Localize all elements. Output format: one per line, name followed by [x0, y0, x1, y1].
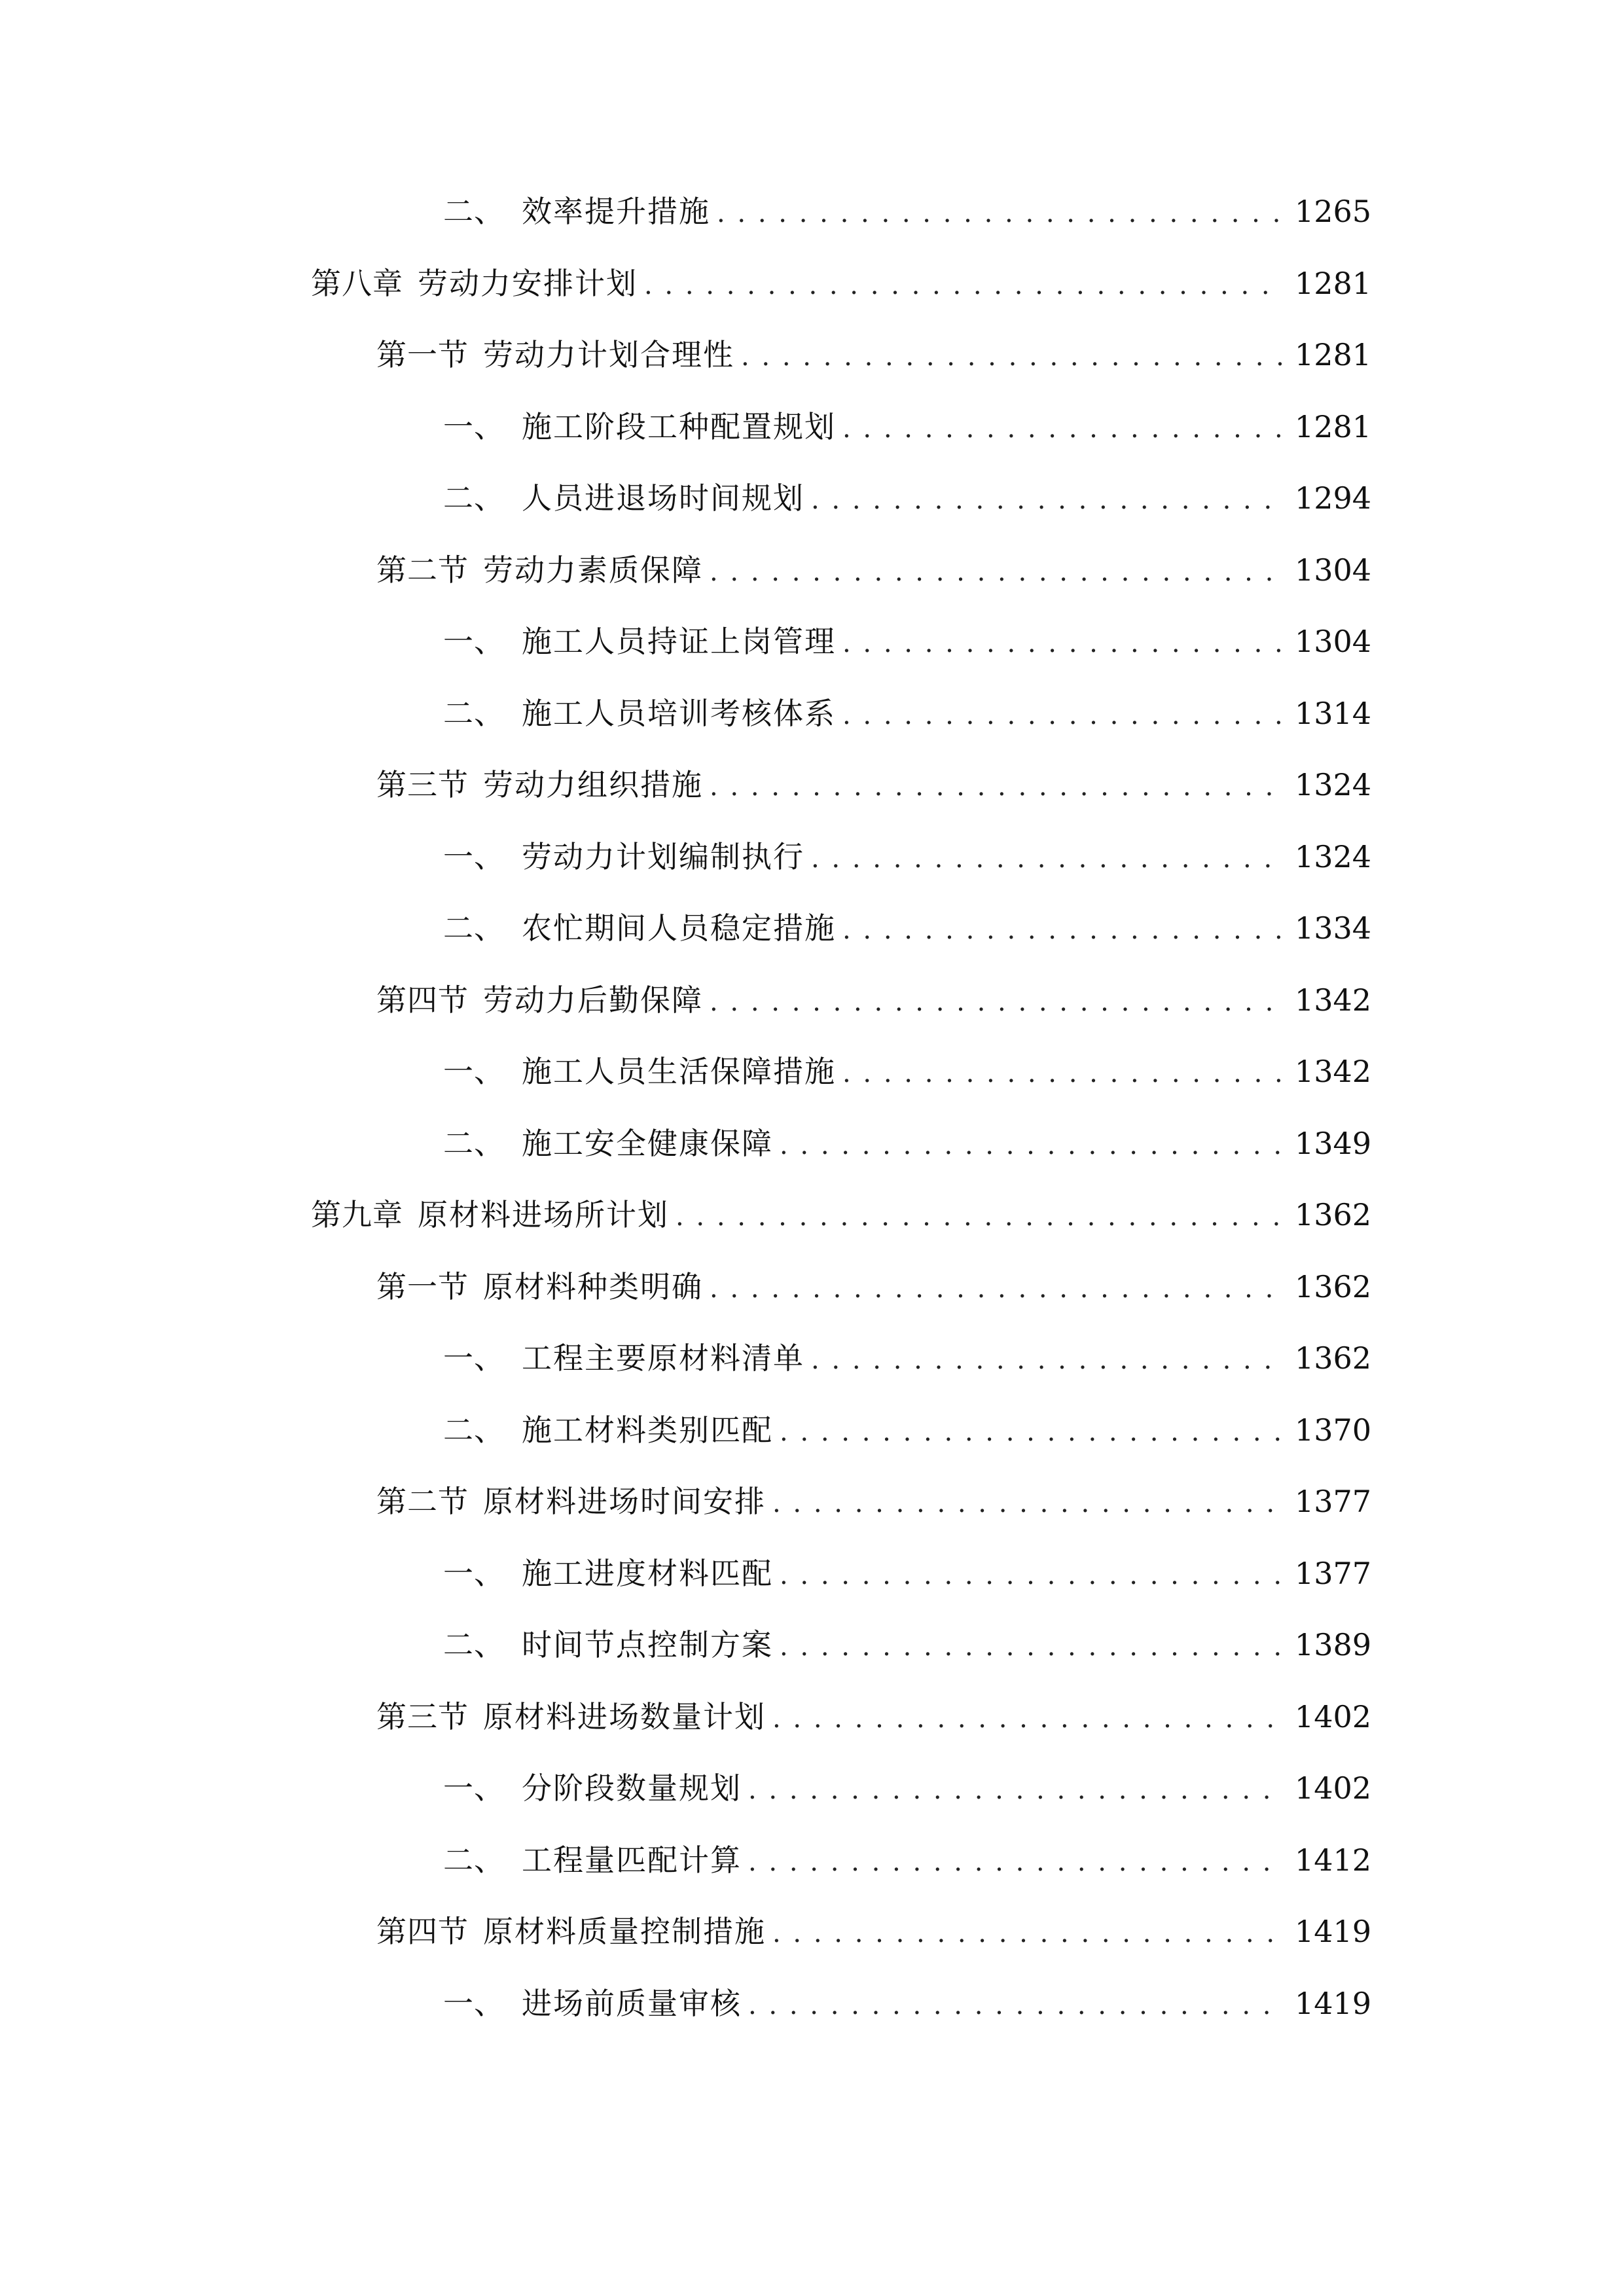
toc-entry[interactable] [443, 1622, 1371, 1668]
toc-dot-leader [717, 190, 1284, 236]
toc-entry-marker: 二、 [443, 1412, 505, 1448]
toc-dot-leader [842, 692, 1284, 738]
toc-dot-leader [780, 1624, 1284, 1670]
toc-entry-title: 施工人员生活保障措施 [522, 1054, 836, 1089]
toc-entry-marker: 第三节 [376, 767, 469, 802]
toc-entry-marker: 第二节 [376, 552, 469, 588]
toc-entry-page-number: 1362 [1294, 1197, 1371, 1232]
toc-entry-page-number: 1362 [1294, 1340, 1371, 1376]
toc-entry-page-number: 1362 [1294, 1269, 1371, 1304]
toc-entry[interactable] [443, 404, 1371, 450]
toc-entry[interactable] [443, 1981, 1371, 2026]
toc-entry[interactable] [311, 1192, 1371, 1238]
toc-entry[interactable] [443, 691, 1371, 736]
toc-dot-leader [780, 1122, 1284, 1168]
toc-entry[interactable] [376, 1479, 1371, 1524]
toc-dot-leader [811, 836, 1284, 882]
toc-entry-marker: 第八章 [311, 266, 403, 301]
toc-dot-leader [842, 620, 1284, 666]
toc-dot-leader [710, 764, 1284, 810]
toc-entry-page-number: 1419 [1294, 1914, 1371, 1949]
toc-dot-leader [676, 1194, 1284, 1240]
toc-entry-title: 施工材料类别匹配 [522, 1412, 773, 1448]
toc-dot-leader [780, 1552, 1284, 1598]
toc-entry[interactable] [443, 1049, 1371, 1094]
toc-dot-leader [842, 1050, 1284, 1096]
toc-entry[interactable] [376, 762, 1371, 808]
toc-entry-page-number: 1342 [1294, 982, 1371, 1018]
toc-entry[interactable] [376, 1909, 1371, 1954]
toc-dot-leader [811, 1337, 1284, 1383]
toc-dot-leader [748, 1767, 1284, 1813]
toc-entry-marker: 第一节 [376, 1269, 469, 1304]
toc-entry-page-number: 1281 [1294, 409, 1371, 444]
toc-entry-marker: 二、 [443, 1627, 505, 1662]
toc-entry[interactable] [376, 547, 1371, 593]
toc-entry[interactable] [311, 260, 1371, 306]
toc-entry-marker: 第四节 [376, 982, 469, 1018]
toc-entry-page-number: 1304 [1294, 552, 1371, 588]
toc-entry-marker: 一、 [443, 839, 505, 874]
toc-entry[interactable] [443, 905, 1371, 951]
toc-dot-leader [748, 1839, 1284, 1885]
toc-entry[interactable] [443, 619, 1371, 664]
toc-dot-leader [842, 907, 1284, 953]
toc-entry-title: 施工人员培训考核体系 [522, 696, 836, 731]
toc-entry-title: 劳动力安排计划 [418, 266, 638, 301]
toc-entry-page-number: 1304 [1294, 624, 1371, 659]
toc-dot-leader [811, 477, 1284, 523]
toc-entry[interactable] [443, 1121, 1371, 1166]
toc-dot-leader [710, 979, 1284, 1025]
toc-entry-page-number: 1281 [1294, 337, 1371, 372]
toc-dot-leader [710, 549, 1284, 595]
toc-dot-leader [772, 1910, 1284, 1956]
toc-entry-marker: 第九章 [311, 1197, 403, 1232]
toc-entry-page-number: 1389 [1294, 1627, 1371, 1662]
toc-entry-marker: 一、 [443, 624, 505, 659]
toc-entry-title: 时间节点控制方案 [522, 1627, 773, 1662]
toc-entry[interactable] [443, 475, 1371, 521]
toc-entry-title: 人员进退场时间规划 [522, 480, 804, 516]
toc-entry[interactable] [443, 834, 1371, 880]
toc-entry[interactable] [376, 977, 1371, 1023]
toc-entry-page-number: 1324 [1294, 767, 1371, 802]
toc-entry-marker: 二、 [443, 910, 505, 946]
toc-entry-marker: 一、 [443, 1770, 505, 1806]
toc-dot-leader [842, 406, 1284, 452]
toc-entry-page-number: 1314 [1294, 696, 1371, 731]
toc-entry-title: 原材料进场数量计划 [483, 1699, 766, 1734]
toc-dot-leader [780, 1409, 1284, 1455]
toc-entry-title: 劳动力素质保障 [483, 552, 703, 588]
toc-entry-title: 劳动力计划合理性 [483, 337, 734, 372]
toc-entry[interactable] [443, 1837, 1371, 1883]
toc-entry-title: 原材料进场时间安排 [483, 1484, 766, 1519]
toc-entry[interactable] [443, 1551, 1371, 1596]
toc-entry-title: 工程主要原材料清单 [522, 1340, 804, 1376]
toc-entry-page-number: 1349 [1294, 1126, 1371, 1161]
toc-entry-marker: 二、 [443, 1842, 505, 1878]
toc-entry[interactable] [376, 1264, 1371, 1310]
toc-entry-title: 原材料种类明确 [483, 1269, 703, 1304]
toc-entry-marker: 一、 [443, 409, 505, 444]
toc-entry-marker: 二、 [443, 696, 505, 731]
toc-entry-page-number: 1281 [1294, 266, 1371, 301]
toc-dot-leader [772, 1696, 1284, 1742]
toc-entry-marker: 一、 [443, 1556, 505, 1591]
toc-entry-title: 分阶段数量规划 [522, 1770, 742, 1806]
toc-entry-page-number: 1419 [1294, 1986, 1371, 2021]
toc-entry-marker: 一、 [443, 1986, 505, 2021]
toc-entry-page-number: 1412 [1294, 1842, 1371, 1878]
toc-entry-page-number: 1402 [1294, 1770, 1371, 1806]
toc-dot-leader [710, 1266, 1284, 1312]
toc-entry-marker: 一、 [443, 1054, 505, 1089]
toc-entry-page-number: 1294 [1294, 480, 1371, 516]
toc-entry-title: 工程量匹配计算 [522, 1842, 742, 1878]
toc-dot-leader [748, 1982, 1284, 2028]
toc-entry-page-number: 1377 [1294, 1556, 1371, 1591]
toc-entry-page-number: 1324 [1294, 839, 1371, 874]
toc-entry-title: 原材料进场所计划 [418, 1197, 669, 1232]
toc-dot-leader [741, 334, 1284, 380]
toc-entry-page-number: 1265 [1294, 194, 1371, 229]
toc-entry-title: 效率提升措施 [522, 194, 710, 229]
toc-entry-page-number: 1370 [1294, 1412, 1371, 1448]
toc-entry-marker: 第一节 [376, 337, 469, 372]
toc-entry-title: 劳动力后勤保障 [483, 982, 703, 1018]
toc-entry[interactable] [443, 1335, 1371, 1381]
toc-entry-title: 施工安全健康保障 [522, 1126, 773, 1161]
toc-entry-marker: 第三节 [376, 1699, 469, 1734]
toc-entry-marker: 一、 [443, 1340, 505, 1376]
toc-entry-page-number: 1402 [1294, 1699, 1371, 1734]
toc-dot-leader [772, 1480, 1284, 1526]
toc-entry-title: 农忙期间人员稳定措施 [522, 910, 836, 946]
toc-entry-marker: 第四节 [376, 1914, 469, 1949]
toc-entry-title: 劳动力计划编制执行 [522, 839, 804, 874]
toc-entry-page-number: 1334 [1294, 910, 1371, 946]
toc-entry-title: 劳动力组织措施 [483, 767, 703, 802]
toc-entry[interactable] [443, 1765, 1371, 1811]
toc-entry-title: 施工进度材料匹配 [522, 1556, 773, 1591]
toc-entry-page-number: 1342 [1294, 1054, 1371, 1089]
toc-entry-page-number: 1377 [1294, 1484, 1371, 1519]
toc-entry[interactable] [376, 1694, 1371, 1740]
toc-entry[interactable] [443, 188, 1371, 234]
toc-entry-title: 进场前质量审核 [522, 1986, 742, 2021]
toc-entry[interactable] [443, 1407, 1371, 1453]
toc-entry-marker: 二、 [443, 1126, 505, 1161]
toc-entry-marker: 二、 [443, 480, 505, 516]
toc-dot-leader [644, 262, 1284, 308]
toc-entry-title: 施工人员持证上岗管理 [522, 624, 836, 659]
toc-entry-marker: 第二节 [376, 1484, 469, 1519]
toc-entry-marker: 二、 [443, 194, 505, 229]
toc-entry-title: 原材料质量控制措施 [483, 1914, 766, 1949]
toc-entry-title: 施工阶段工种配置规划 [522, 409, 836, 444]
toc-entry[interactable] [376, 332, 1371, 378]
